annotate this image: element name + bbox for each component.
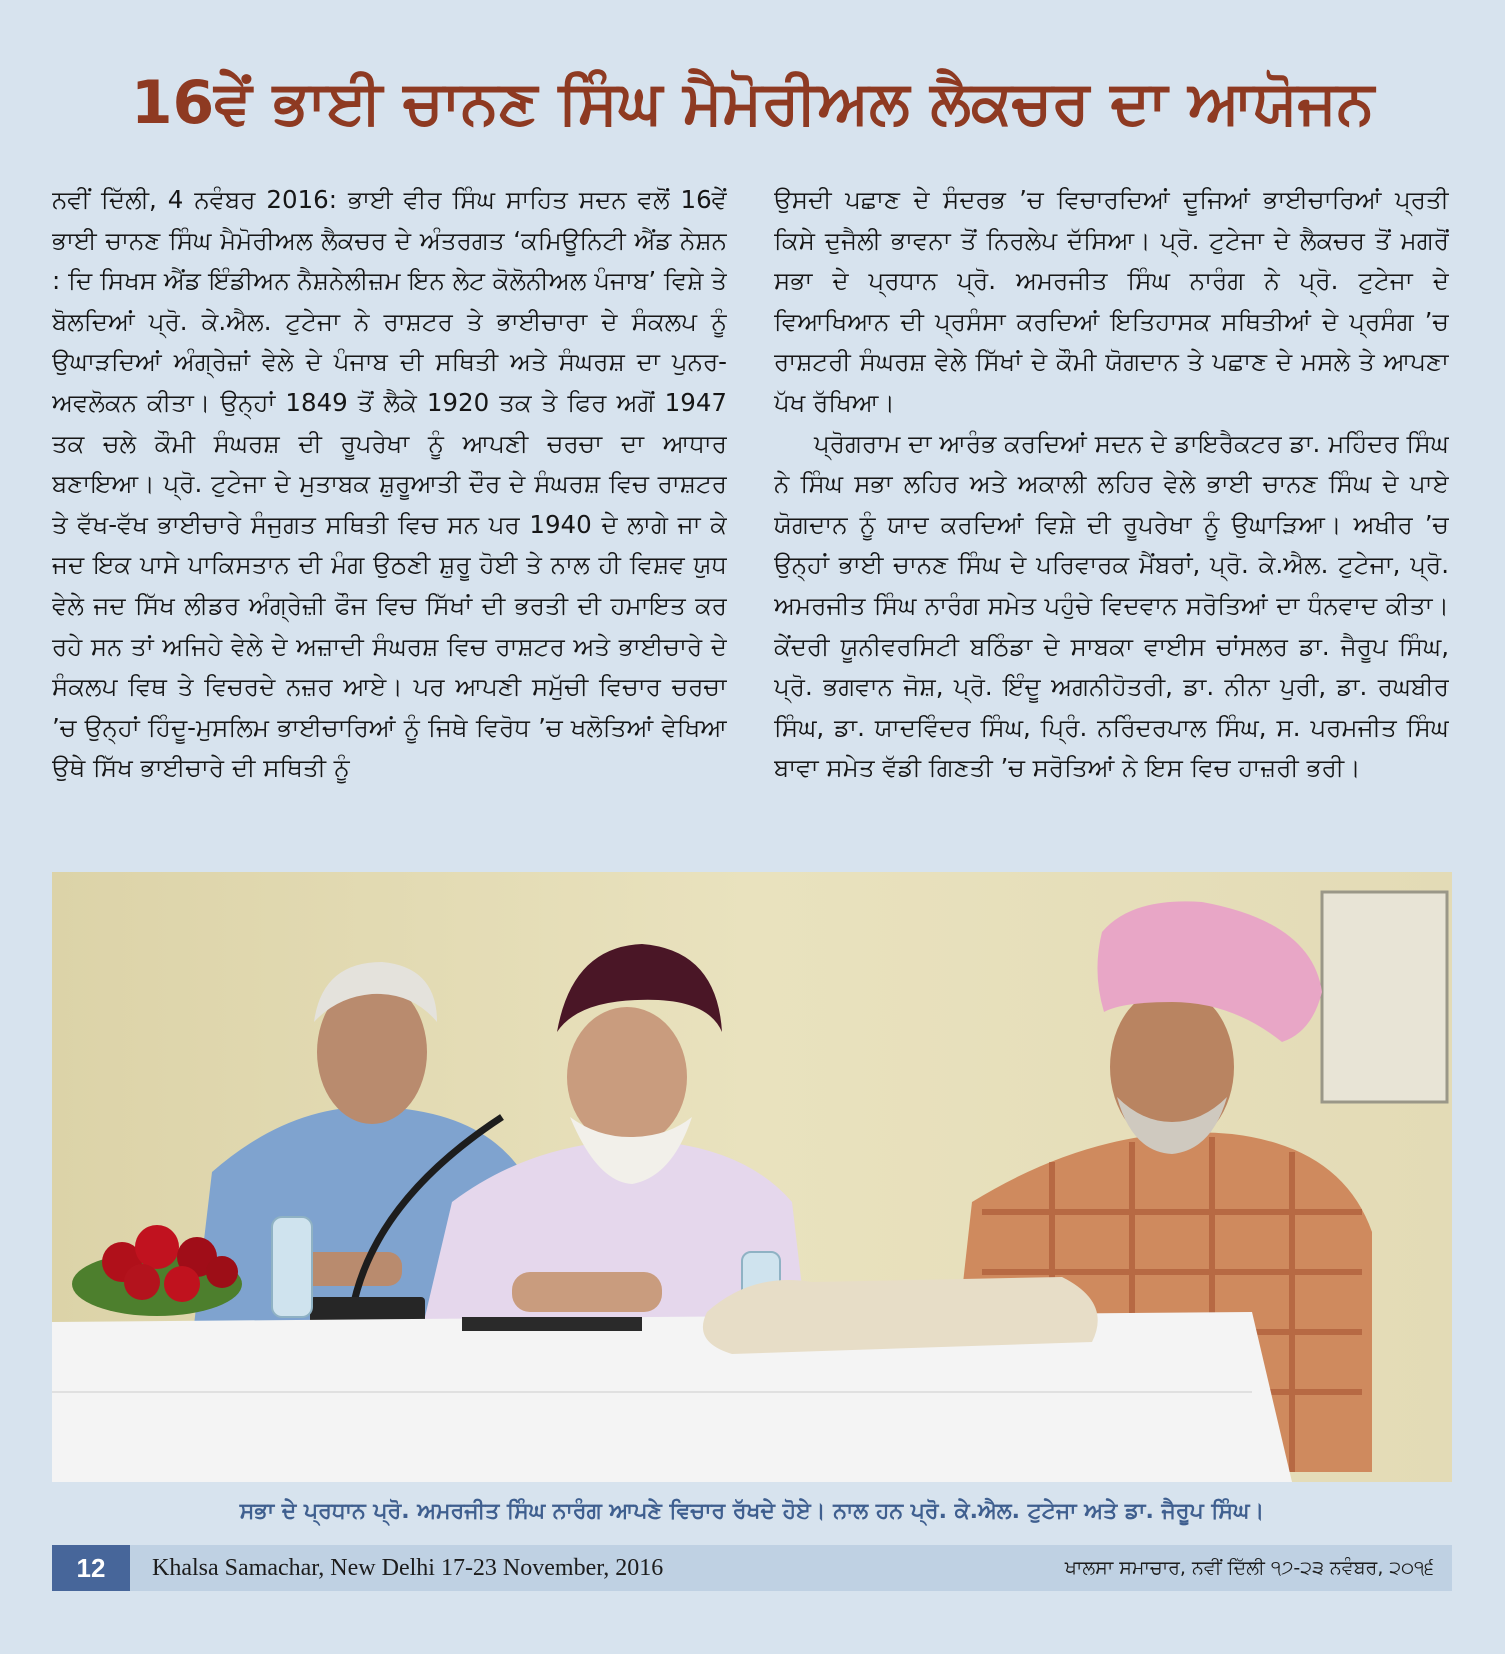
footer-publication-english: Khalsa Samachar, New Delhi 17-23 November, 2016 bbox=[152, 1555, 664, 1581]
article-title: 16ਵੇਂ ਭਾਈ ਚਾਨਣ ਸਿੰਘ ਮੈਮੋਰੀਅਲ ਲੈਕਚਰ ਦਾ ਆਯੋਜਨ bbox=[130, 68, 1375, 138]
article-column-left bbox=[52, 180, 727, 870]
page-number: 12 bbox=[52, 1545, 130, 1591]
footer-publication-punjabi: ਖਾਲਸਾ ਸਮਾਚਾਰ, ਨਵੀਂ ਦਿੱਲੀ ੧੭-੨੩ ਨਵੰਬਰ, ੨੦੧੬ bbox=[1064, 1557, 1434, 1579]
article-paragraph: ਪ੍ਰੋਗਰਾਮ ਦਾ ਆਰੰਭ ਕਰਦਿਆਂ ਸਦਨ ਦੇ ਡਾਇਰੈਕਟਰ ਡਾ. ਮਹਿੰਦਰ ਸਿੰਘ ਨੇ ਸਿੰਘ ਸਭਾ ਲਹਿਰ ਅਤੇ ਅਕਾਲੀ ਲਹਿਰ ਵੇਲੇ ਭਾਈ ਚਾਨਣ ਸਿੰਘ ਦੇ ਪਾਏ ਯੋਗਦਾਨ ਨੂੰ ਯਾਦ ਕਰਦਿਆਂ ਵਿਸ਼ੇ ਦੀ ਰੂਪਰੇਖਾ ਨੂੰ ਉਘਾੜਿਆ। ਅਖੀਰ ’ਚ ਉਨ੍ਹਾਂ ਭਾਈ ਚਾਨਣ ਸਿੰਘ ਦੇ ਪਰਿਵਾਰਕ ਮੈਂਬਰਾਂ, ਪ੍ਰੋ. ਕੇ.ਐਲ. ਟੁਟੇਜਾ, ਪ੍ਰੋ. ਅਮਰਜੀਤ ਸਿੰਘ ਨਾਰੰਗ ਸਮੇਤ ਪਹੁੰਚੇ ਵਿਦਵਾਨ ਸਰੋਤਿਆਂ ਦਾ ਧੰਨਵਾਦ ਕੀਤਾ। ਕੇਂਦਰੀ ਯੂਨੀਵਰਸਿਟੀ ਬਠਿੰਡਾ ਦੇ ਸਾਬਕਾ ਵਾਈਸ ਚਾਂਸਲਰ ਡਾ. ਜੈਰੂਪ ਸਿੰਘ, ਪ੍ਰੋ. ਭਗਵਾਨ ਜੋਸ਼, ਪ੍ਰੋ. ਇੰਦੂ ਅਗਨੀਹੋਤਰੀ, ਡਾ. ਨੀਨਾ ਪੁਰੀ, ਡਾ. ਰਘਬੀਰ ਸਿੰਘ, ਡਾ. ਯਾਦਵਿੰਦਰ ਸਿੰਘ, ਪ੍ਰਿੰ. ਨਰਿੰਦਰਪਾਲ ਸਿੰਘ, ਸ. ਪਰਮਜੀਤ ਸਿੰਘ ਬਾਵਾ ਸਮੇਤ ਵੱਡੀ ਗਿਣਤੀ ’ਚ ਸਰੋਤਿਆਂ ਨੇ ਇਸ ਵਿਚ ਹਾਜ਼ਰੀ ਭਰੀ। bbox=[774, 428, 1449, 783]
photo-table bbox=[52, 1312, 1292, 1482]
article-paragraph: ਨਵੀਂ ਦਿੱਲੀ, 4 ਨਵੰਬਰ 2016: ਭਾਈ ਵੀਰ ਸਿੰਘ ਸਾਹਿਤ ਸਦਨ ਵਲੋਂ 16ਵੇਂ ਭਾਈ ਚਾਨਣ ਸਿੰਘ ਮੈਮੋਰੀਅਲ ਲੈਕਚਰ ਦੇ ਅੰਤਰਗਤ ‘ਕਮਿਊਨਿਟੀ ਐਂਡ ਨੇਸ਼ਨ : ਦਿ ਸਿਖਸ ਐਂਡ ਇੰਡੀਅਨ ਨੈਸ਼ਨੇਲੀਜ਼ਮ ਇਨ ਲੇਟ ਕੋਲੋਨੀਅਲ ਪੰਜਾਬ’ ਵਿਸ਼ੇ ਤੇ ਬੋਲਦਿਆਂ ਪ੍ਰੋ. ਕੇ.ਐਲ. ਟੁਟੇਜਾ ਨੇ ਰਾਸ਼ਟਰ ਤੇ ਭਾਈਚਾਰਾ ਦੇ ਸੰਕਲਪ ਨੂੰ ਉਘਾੜਦਿਆਂ ਅੰਗ੍ਰੇਜ਼ਾਂ ਵੇਲੇ ਦੇ ਪੰਜਾਬ ਦੀ ਸਥਿਤੀ ਅਤੇ ਸੰਘਰਸ਼ ਦਾ ਪੁਨਰ-ਅਵਲੋਕਨ ਕੀਤਾ। ਉਨ੍ਹਾਂ 1849 ਤੋਂ ਲੈਕੇ 1920 ਤਕ ਤੇ ਫਿਰ ਅਗੋਂ 1947 ਤਕ ਚਲੇ ਕੌਮੀ ਸੰਘਰਸ਼ ਦੀ ਰੂਪਰੇਖਾ ਨੂੰ ਆਪਣੀ ਚਰਚਾ ਦਾ ਆਧਾਰ ਬਣਾਇਆ। ਪ੍ਰੋ. ਟੁਟੇਜਾ ਦੇ ਮੁਤਾਬਕ ਸ਼ੁਰੂਆਤੀ ਦੌਰ ਦੇ ਸੰਘਰਸ਼ ਵਿਚ ਰਾਸ਼ਟਰ ਤੇ ਵੱਖ-ਵੱਖ ਭਾਈਚਾਰੇ ਸੰਜੁਗਤ ਸਥਿਤੀ ਵਿਚ ਸਨ ਪਰ 1940 ਦੇ ਲਾਗੇ ਜਾ ਕੇ ਜਦ ਇਕ ਪਾਸੇ ਪਾਕਿਸਤਾਨ ਦੀ ਮੰਗ ਉਠਣੀ ਸ਼ੁਰੂ ਹੋਈ ਤੇ ਨਾਲ ਹੀ ਵਿਸ਼ਵ ਯੁਧ ਵੇਲੇ ਜਦ ਸਿੱਖ ਲੀਡਰ ਅੰਗ੍ਰੇਜ਼ੀ ਫੌਜ ਵਿਚ ਸਿੱਖਾਂ ਦੀ ਭਰਤੀ ਦੀ ਹਮਾਇਤ ਕਰ ਰਹੇ ਸਨ ਤਾਂ ਅਜਿਹੇ ਵੇਲੇ ਦੇ ਅਜ਼ਾਦੀ ਸੰਘਰਸ਼ ਵਿਚ ਰਾਸ਼ਟਰ ਅਤੇ ਭਾਈਚਾਰੇ ਦੇ ਸੰਕਲਪ ਵਿਥ ਤੇ ਵਿਚਰਦੇ ਨਜ਼ਰ ਆਏ। ਪਰ ਆਪਣੀ ਸਮੁੱਚੀ ਵਿਚਾਰ ਚਰਚਾ ’ਚ ਉਨ੍ਹਾਂ ਹਿੰਦੂ-ਮੁਸਲਿਮ ਭਾਈਚਾਰਿਆਂ ਨੂੰ ਜਿਥੇ ਵਿਰੋਧ ’ਚ ਖਲੋਤਿਆਂ ਵੇਖਿਆ ਉਥੇ ਸਿੱਖ ਭਾਈਚਾਰੇ ਦੀ ਸਥਿਤੀ ਨੂੰ bbox=[52, 185, 727, 783]
photo-bag bbox=[703, 1277, 1098, 1354]
photo-water-bottle bbox=[272, 1217, 312, 1317]
photo-notice-board bbox=[1322, 892, 1447, 1102]
photo-caption: ਸਭਾ ਦੇ ਪ੍ਰਧਾਨ ਪ੍ਰੋ. ਅਮਰਜੀਤ ਸਿੰਘ ਨਾਰੰਗ ਆਪਣੇ ਵਿਚਾਰ ਰੱਖਦੇ ਹੋਏ। ਨਾਲ ਹਨ ਪ੍ਰੋ. ਕੇ.ਐਲ. ਟੁਟੇਜਾ ਅਤੇ ਡਾ. ਜੈਰੂਪ ਸਿੰਘ। bbox=[239, 1499, 1265, 1524]
article-paragraph: ਉਸਦੀ ਪਛਾਣ ਦੇ ਸੰਦਰਭ ’ਚ ਵਿਚਾਰਦਿਆਂ ਦੂਜਿਆਂ ਭਾਈਚਾਰਿਆਂ ਪ੍ਰਤੀ ਕਿਸੇ ਦੁਜੈਲੀ ਭਾਵਨਾ ਤੋਂ ਨਿਰਲੇਪ ਦੱਸਿਆ। ਪ੍ਰੋ. ਟੁਟੇਜਾ ਦੇ ਲੈਕਚਰ ਤੋਂ ਮਗਰੋਂ ਸਭਾ ਦੇ ਪ੍ਰਧਾਨ ਪ੍ਰੋ. ਅਮਰਜੀਤ ਸਿੰਘ ਨਾਰੰਗ ਨੇ ਪ੍ਰੋ. ਟੁਟੇਜਾ ਦੇ ਵਿਆਖਿਆਨ ਦੀ ਪ੍ਰਸੰਸਾ ਕਰਦਿਆਂ ਇਤਿਹਾਸਕ ਸਥਿਤੀਆਂ ਦੇ ਪ੍ਰਸੰਗ ’ਚ ਰਾਸ਼ਟਰੀ ਸੰਘਰਸ਼ ਵੇਲੇ ਸਿੱਖਾਂ ਦੇ ਕੌਮੀ ਯੋਗਦਾਨ ਤੇ ਪਛਾਣ ਦੇ ਮਸਲੇ ਤੇ ਆਪਣਾ ਪੱਖ ਰੱਖਿਆ। bbox=[774, 185, 1449, 417]
page-footer bbox=[52, 1545, 1452, 1591]
article-column-right bbox=[774, 180, 1449, 870]
event-photo bbox=[52, 872, 1452, 1482]
photo-book bbox=[462, 1317, 642, 1331]
